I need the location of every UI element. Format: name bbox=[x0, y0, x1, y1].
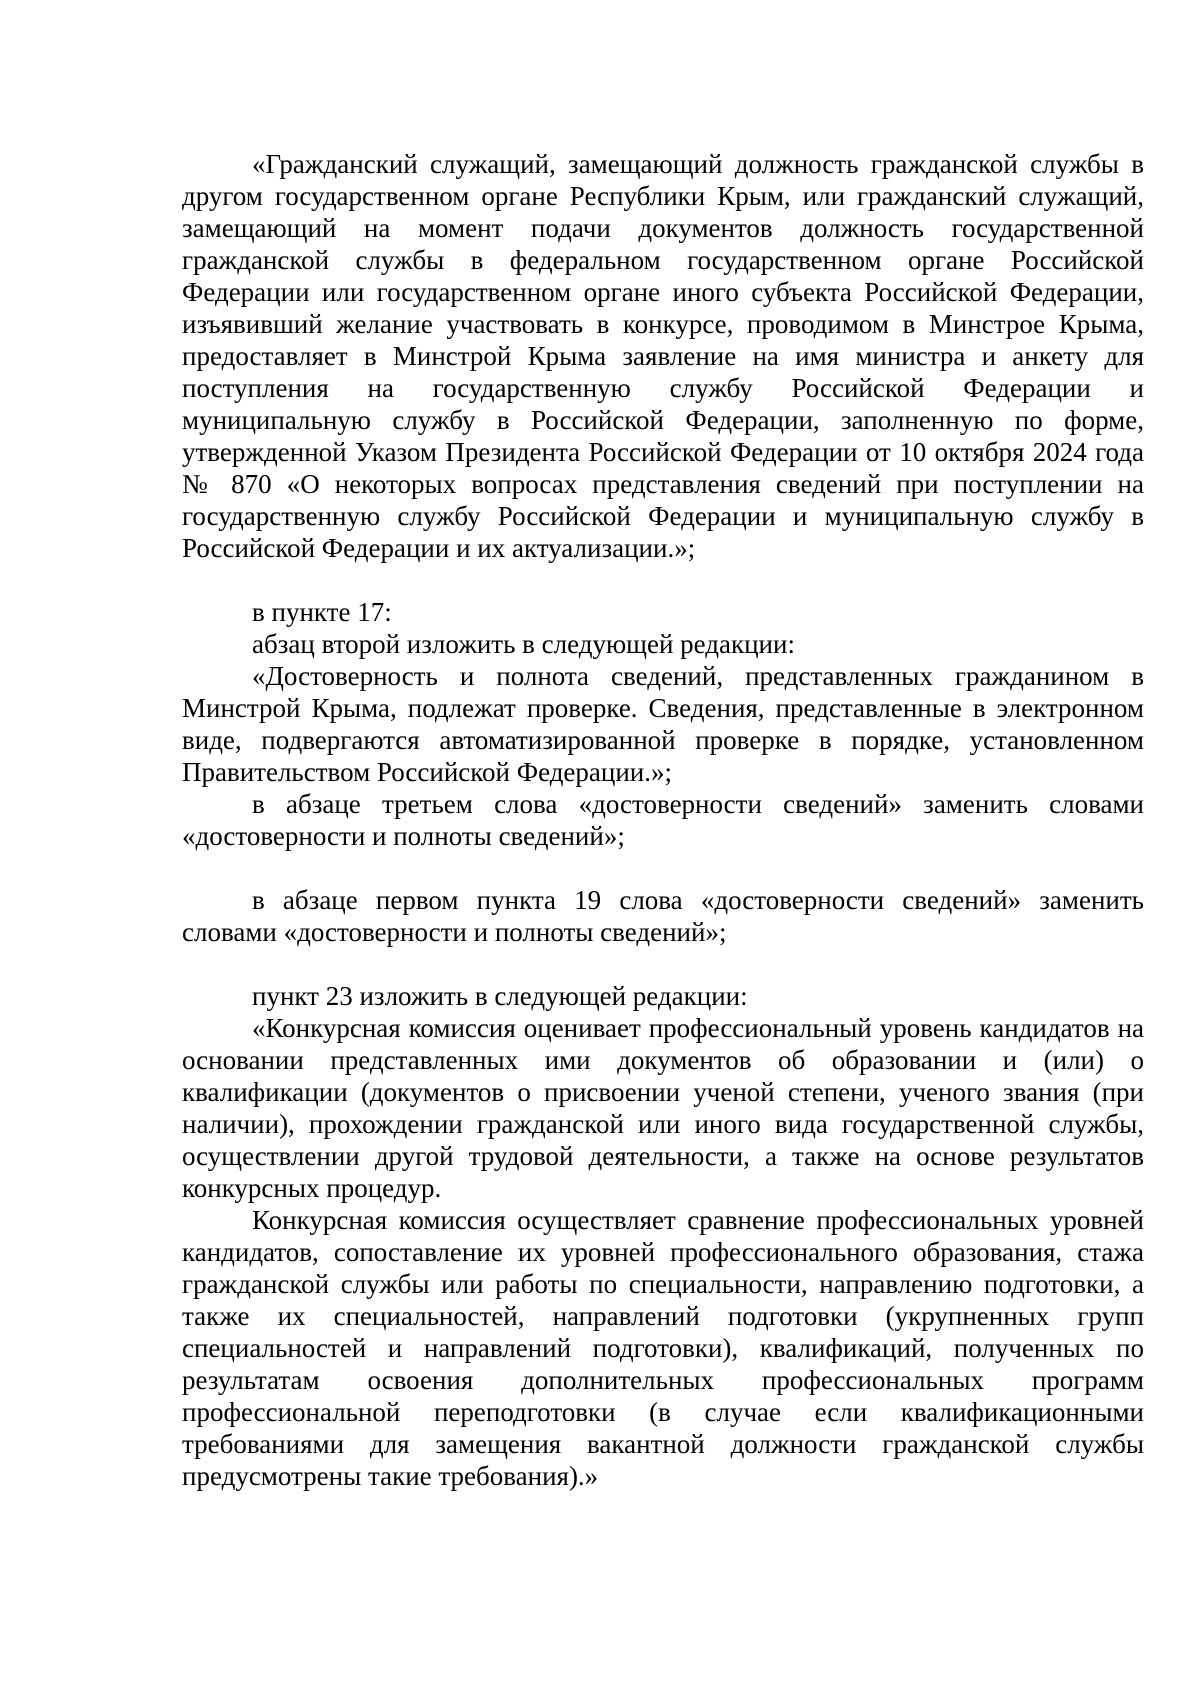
paragraph-commission-evaluation: «Конкурсная комиссия оценивает профессиональный уровень кандидатов на основании представленных ими документов об образовании и (или) о квалификации (документов о присвоении ученой степени, ученого звания (при наличии), прохождении гражданской или иного вида государственной службы, осуществлении другой трудовой деятельности, а также на основе результатов конкурсных процедур. bbox=[182, 1013, 1144, 1203]
paragraph-item-17-second-abzac: абзац второй изложить в следующей редакции: bbox=[252, 629, 795, 659]
paragraph-gap bbox=[182, 564, 1144, 596]
paragraph-reliability-check: «Достоверность и полнота сведений, представленных гражданином в Минстрой Крыма, подлежат проверке. Сведения, представленные в электронном виде, подвергаются автоматизированной проверке в порядке, установленном Правительством Российской Федерации.»; bbox=[182, 661, 1144, 787]
paragraph-item-23-intro: пункт 23 изложить в следующей редакции: bbox=[252, 981, 748, 1011]
paragraph-gap bbox=[182, 852, 1144, 884]
paragraph-gap bbox=[182, 948, 1144, 980]
paragraph-item-17-intro: в пункте 17: bbox=[252, 597, 392, 627]
paragraph-item-19-replace: в абзаце первом пункта 19 слова «достоверности сведений» заменить словами «достоверности и полноты сведений»; bbox=[182, 885, 1144, 947]
document-body bbox=[182, 148, 1144, 1492]
paragraph-commission-comparison: Конкурсная комиссия осуществляет сравнение профессиональных уровней кандидатов, сопоставление их уровней профессионального образования, стажа гражданской службы или работы по специальности, направлению подготовки, а также их специальностей, направлений подготовки (укрупненных групп специальностей и направлений подготовки), квалификаций, полученных по результатам освоения дополнительных профессиональных программ профессиональной переподготовки (в случае если квалификационными требованиями для замещения вакантной должности гражданской службы предусмотрены такие требования).» bbox=[182, 1205, 1144, 1491]
paragraph-third-abzac-replace: в абзаце третьем слова «достоверности сведений» заменить словами «достоверности и полноты сведений»; bbox=[182, 789, 1144, 851]
paragraph-applicant-documents: «Гражданский служащий, замещающий должность гражданской службы в другом государственном органе Республики Крым, или гражданский служащий, замещающий на момент подачи документов должность государственной гражданской службы в федеральном государственном органе Российской Федерации или государственном органе иного субъекта Российской Федерации, изъявивший желание участвовать в конкурсе, проводимом в Минстрое Крыма, предоставляет в Минстрой Крыма заявление на имя министра и анкету для поступления на государственную службу Российской Федерации и муниципальную службу в Российской Федерации, заполненную по форме, утвержденной Указом Президента Российской Федерации от 10 октября 2024 года № 870 «О некоторых вопросах представления сведений при поступлении на государственную службу Российской Федерации и муниципальную службу в Российской Федерации и их актуализации.»; bbox=[182, 149, 1144, 563]
